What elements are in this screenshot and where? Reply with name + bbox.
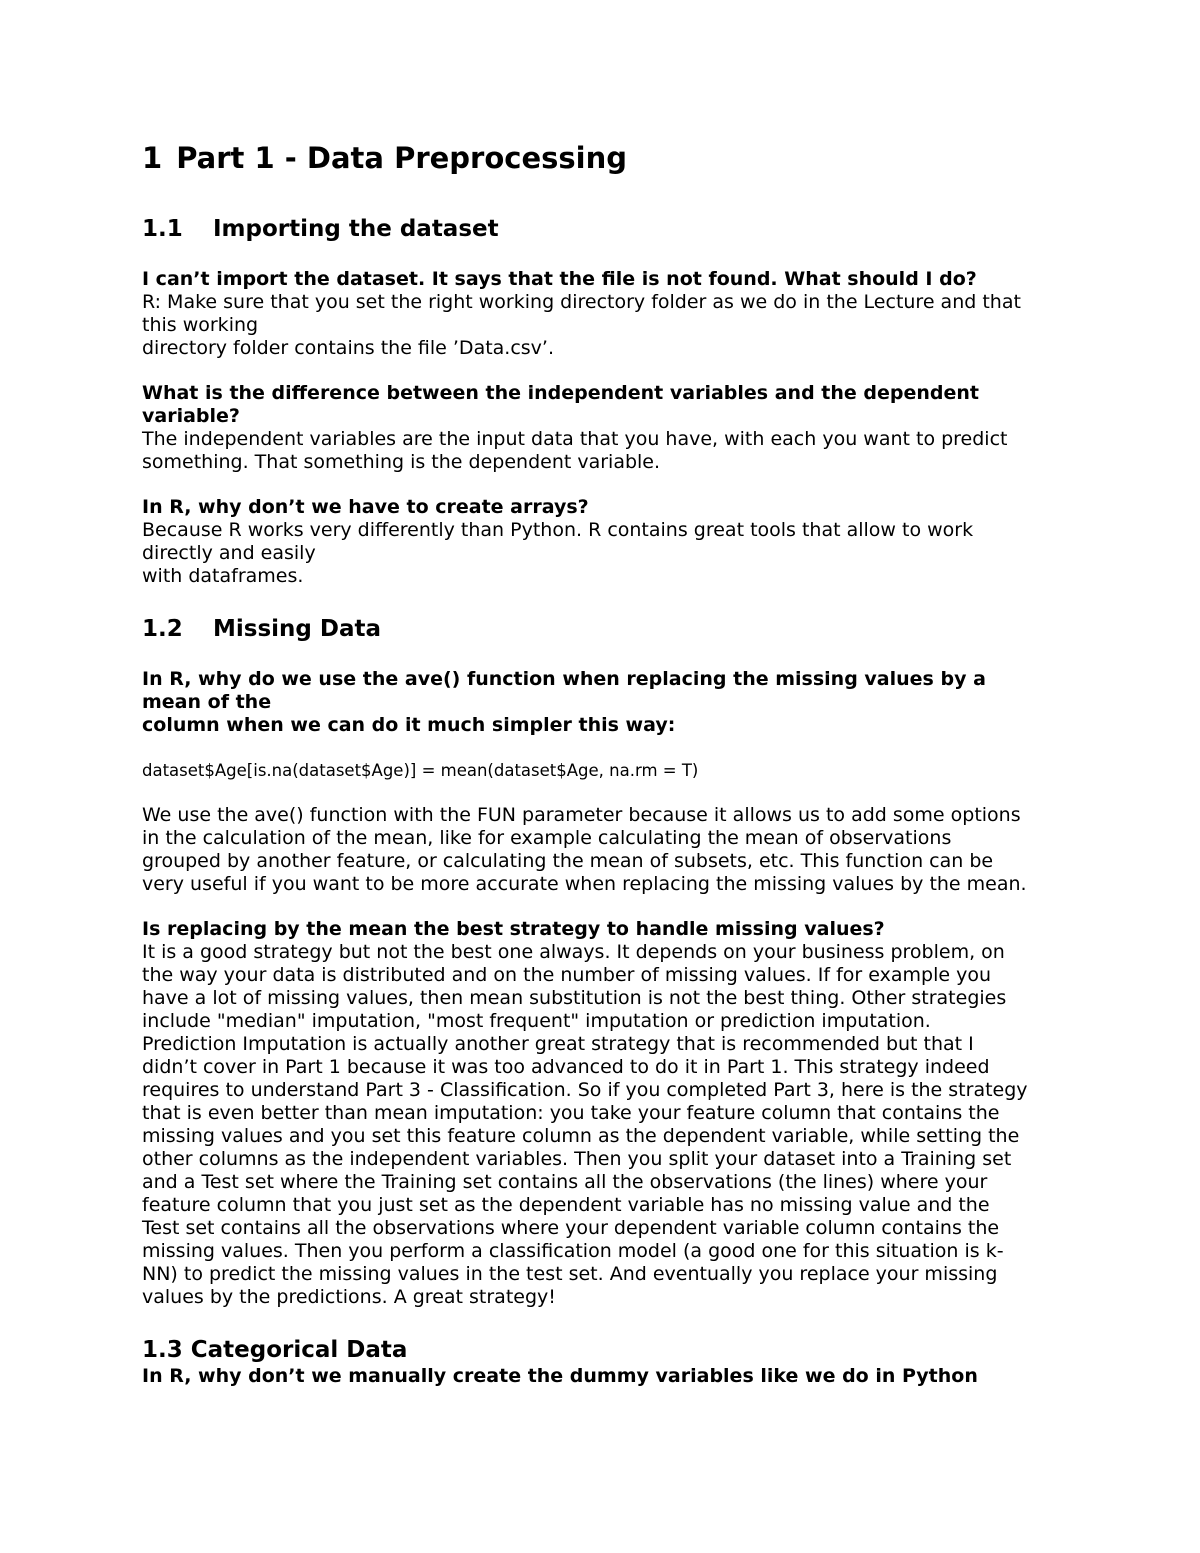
question-line: column when we can do it much simpler this way: (142, 714, 676, 736)
question-line: In R, why do we use the ave() function when replacing the missing values by a (142, 668, 986, 690)
answer-line: feature column that you just set as the dependent variable has no missing value and the (142, 1194, 990, 1216)
answer-line: include "median" imputation, "most frequent" imputation or prediction imputation. (142, 1010, 931, 1032)
answer-line: requires to understand Part 3 - Classification. So if you completed Part 3, here is the strategy (142, 1079, 1028, 1101)
question: Is replacing by the mean the best strategy to handle missing values? (142, 918, 885, 940)
answer-line: The independent variables are the input data that you have, with each you want to predict (142, 428, 1008, 450)
question (142, 382, 1060, 428)
answer-line: We use the ave() function with the FUN parameter because it allows us to add some options (142, 804, 1021, 826)
answer-line: Because R works very differently than Python. R contains great tools that allow to work (142, 519, 974, 541)
answer-line: values by the predictions. A great strategy! (142, 1286, 556, 1308)
answer-line: have a lot of missing values, then mean substitution is not the best thing. Other strategies (142, 987, 1007, 1009)
section-number: 1.1 (142, 216, 183, 242)
answer-line: with dataframes. (142, 565, 304, 587)
answer-line: very useful if you want to be more accurate when replacing the missing values by the mean. (142, 873, 1027, 895)
section-heading-1-2 (142, 614, 1060, 644)
question-line: mean of the (142, 691, 272, 713)
qa-item (142, 1365, 1060, 1388)
answer-line: directory folder contains the file ’Data.csv’. (142, 337, 555, 359)
document-content (142, 140, 1060, 1388)
question: In R, why don’t we have to create arrays? (142, 496, 589, 518)
answer (142, 291, 1060, 360)
section-title: Importing the dataset (213, 216, 499, 242)
qa-item (142, 268, 1060, 360)
answer-line: that is even better than mean imputation: you take your feature column that contains the (142, 1102, 1000, 1124)
question: I can’t import the dataset. It says that the file is not found. What should I do? (142, 268, 977, 290)
question-line: variable? (142, 405, 240, 427)
section-heading-1-3 (142, 1335, 1060, 1365)
answer-line: Prediction Imputation is actually another great strategy that is recommended but that I (142, 1033, 974, 1055)
part-title: Part 1 - Data Preprocessing (176, 141, 628, 175)
answer-line: and a Test set where the Training set contains all the observations (the lines) where your (142, 1171, 988, 1193)
question-line: What is the difference between the independent variables and the dependent (142, 382, 979, 404)
answer-line: grouped by another feature, or calculating the mean of subsets, etc. This function can be (142, 850, 994, 872)
qa-item (142, 668, 1060, 896)
section-title: Categorical Data (190, 1337, 408, 1363)
answer-line: R: Make sure that you set the right working directory folder as we do in the Lecture and that (142, 291, 1021, 313)
part-heading (142, 140, 1060, 176)
answer (142, 519, 1060, 588)
section-number: 1.2 (142, 616, 183, 642)
section-title: Missing Data (213, 616, 382, 642)
answer-line: It is a good strategy but not the best one always. It depends on your business problem, on (142, 941, 1005, 963)
answer-line: in the calculation of the mean, like for example calculating the mean of observations (142, 827, 952, 849)
answer (142, 804, 1060, 896)
answer-line: this working (142, 314, 259, 336)
answer-line: NN) to predict the missing values in the test set. And eventually you replace your missing (142, 1263, 998, 1285)
section-heading-1-1 (142, 214, 1060, 244)
qa-item (142, 918, 1060, 1309)
qa-item (142, 382, 1060, 474)
answer-line: Test set contains all the observations where your dependent variable column contains the (142, 1217, 1000, 1239)
answer-line: didn’t cover in Part 1 because it was too advanced to do it in Part 1. This strategy indeed (142, 1056, 990, 1078)
question (142, 668, 1060, 737)
answer-line: missing values. Then you perform a classification model (a good one for this situation is k- (142, 1240, 1004, 1262)
answer (142, 428, 1060, 474)
question: In R, why don’t we manually create the dummy variables like we do in Python (142, 1365, 978, 1387)
answer-line: other columns as the independent variables. Then you split your dataset into a Training set (142, 1148, 1012, 1170)
part-number: 1 (142, 141, 163, 175)
answer-line: directly and easily (142, 542, 316, 564)
answer-line: something. That something is the dependent variable. (142, 451, 661, 473)
answer-line: the way your data is distributed and on the number of missing values. If for example you (142, 964, 991, 986)
section-number: 1.3 (142, 1337, 183, 1363)
answer (142, 941, 1060, 1309)
answer-line: missing values and you set this feature column as the dependent variable, while setting the (142, 1125, 1020, 1147)
qa-item (142, 496, 1060, 588)
code-snippet: dataset$Age[is.na(dataset$Age)] = mean(dataset$Age, na.rm = T) (142, 761, 699, 780)
